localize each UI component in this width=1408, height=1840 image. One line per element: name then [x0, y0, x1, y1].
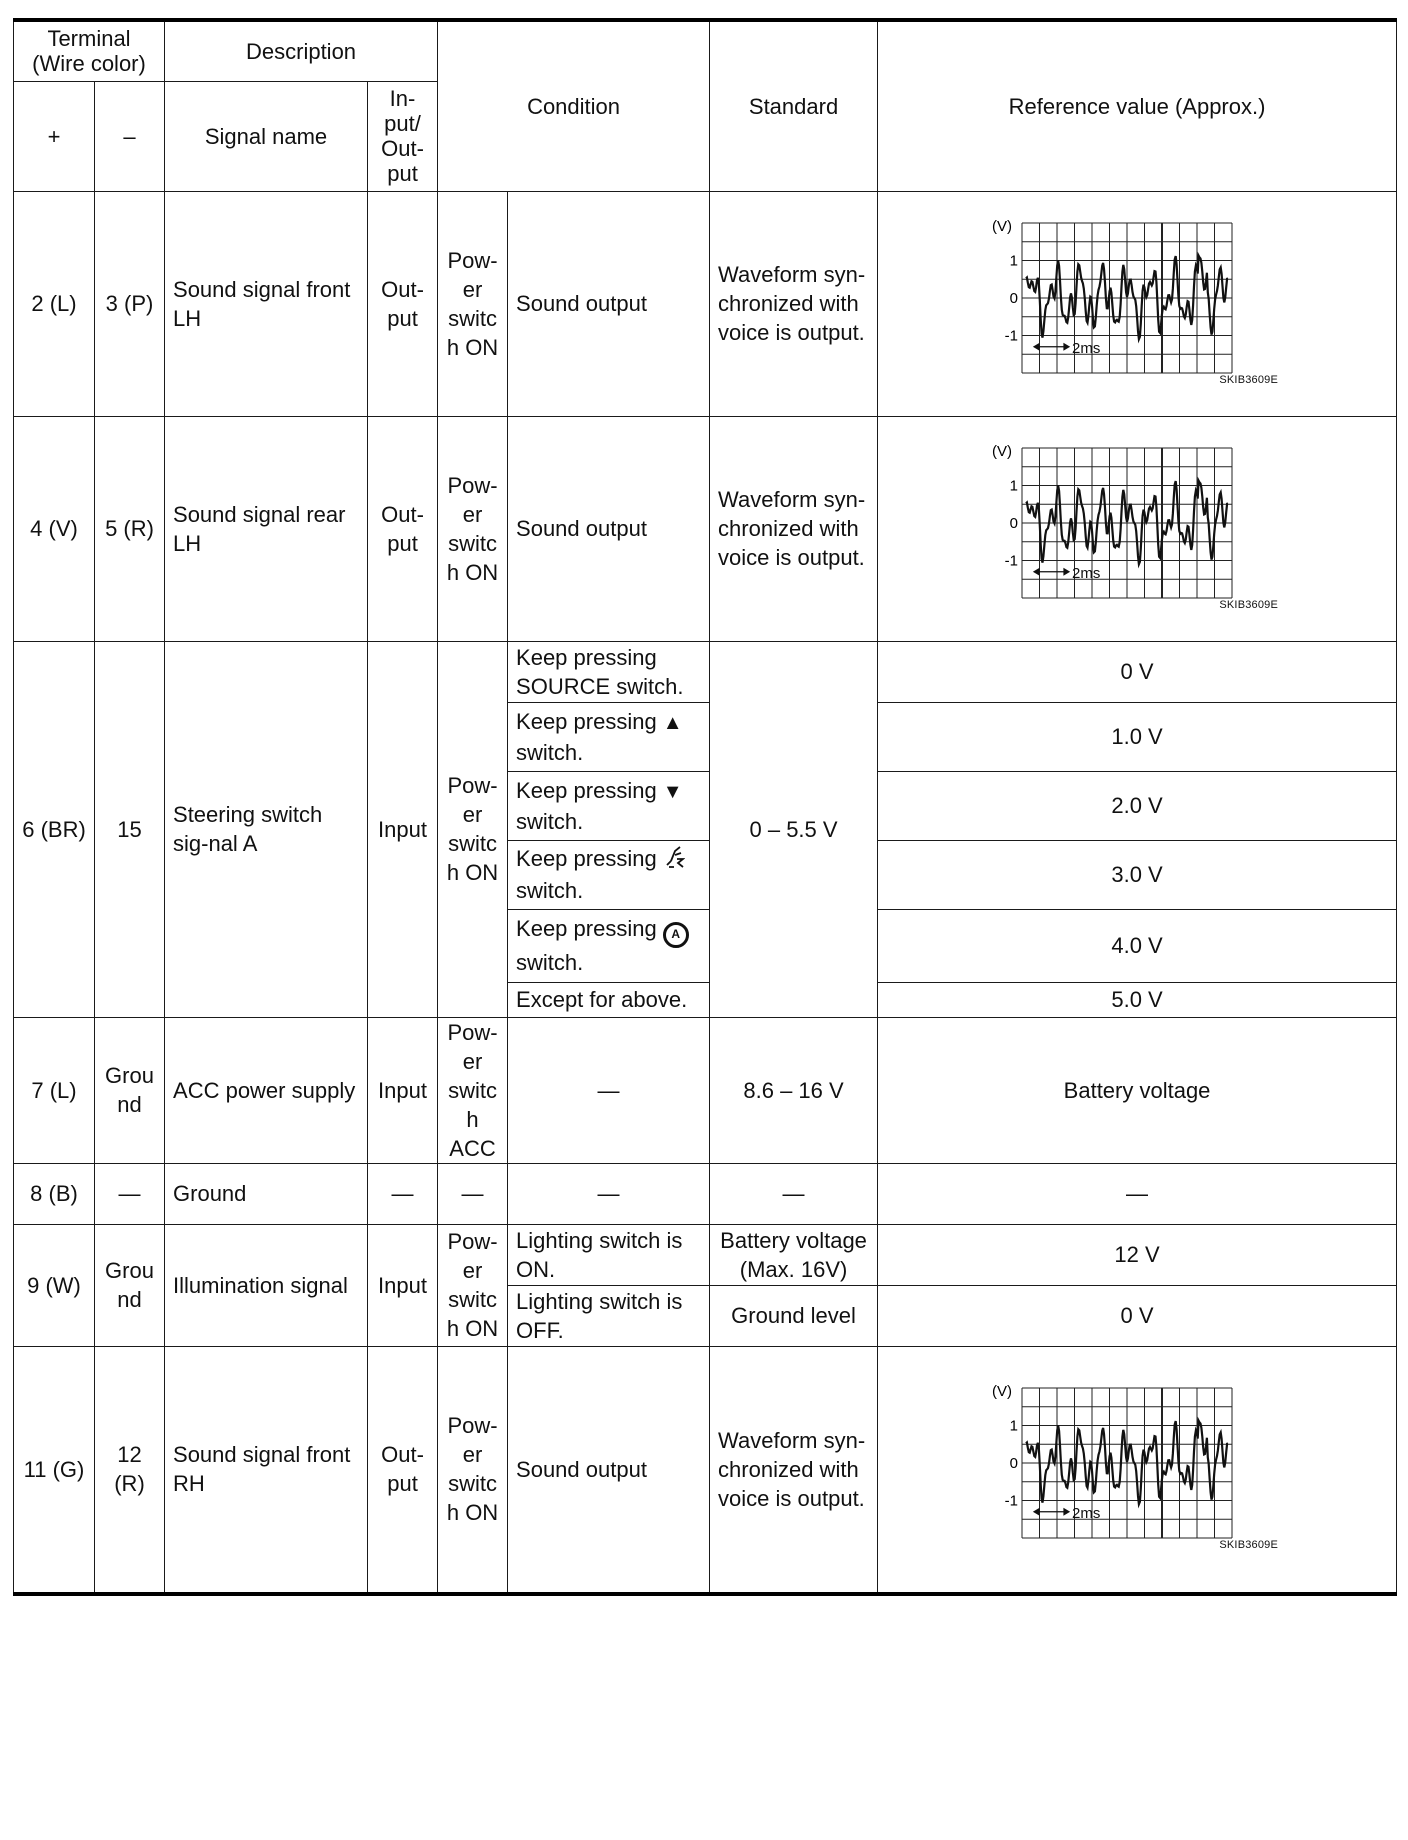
- condition: Lighting switch is ON.: [508, 1224, 710, 1285]
- signal-name: Ground: [165, 1163, 368, 1224]
- terminal-minus: 3 (P): [95, 191, 165, 416]
- condition-header: Condition: [438, 20, 710, 191]
- terminal-table: [13, 18, 1397, 1596]
- table-row: [14, 416, 1397, 641]
- condition: [508, 840, 710, 909]
- waveform-unit-label: (V): [992, 442, 1013, 460]
- table-row: [14, 1017, 1397, 1163]
- power-condition: —: [438, 1163, 508, 1224]
- power-condition: Pow-er switc h ON: [438, 416, 508, 641]
- table-row: [14, 1163, 1397, 1224]
- signal-name: ACC power supply: [165, 1017, 368, 1163]
- condition: —: [508, 1163, 710, 1224]
- reference-value: 3.0 V: [878, 840, 1397, 909]
- standard: —: [710, 1163, 878, 1224]
- time-scale-label: 2ms: [1072, 1505, 1101, 1522]
- condition-text: Keep pressing: [516, 708, 657, 734]
- reference-header: Reference value (Approx.): [878, 20, 1397, 191]
- time-span-arrow: [1034, 568, 1069, 574]
- triangle-up-icon: ▲: [662, 711, 683, 734]
- figure-code: SKIB3609E: [1219, 1539, 1279, 1552]
- waveform-tick-label: -1: [1004, 1492, 1019, 1510]
- signal-name: Sound signal front LH: [165, 191, 368, 416]
- time-span-arrow: [1034, 343, 1069, 349]
- standard: 0 – 5.5 V: [710, 641, 878, 1017]
- power-condition: Pow-er switc h ACC: [438, 1017, 508, 1163]
- condition-text: Keep pressing: [516, 846, 657, 871]
- condition: Keep pressing SOURCE switch.: [508, 641, 710, 702]
- figure-code: SKIB3609E: [1219, 373, 1279, 386]
- standard: 8.6 – 16 V: [710, 1017, 878, 1163]
- description-header: Description: [165, 20, 438, 81]
- condition-text: Keep pressing: [516, 777, 657, 803]
- terminal-minus: Grou nd: [95, 1224, 165, 1346]
- reference-waveform: [878, 1346, 1397, 1594]
- power-condition: Pow-er switc h ON: [438, 1346, 508, 1594]
- io-type: Input: [368, 1224, 438, 1346]
- reference-value: 0 V: [878, 1285, 1397, 1346]
- condition-text: switch.: [516, 808, 584, 834]
- terminal-minus: Grou nd: [95, 1017, 165, 1163]
- condition-text: switch.: [516, 739, 584, 765]
- standard: Battery voltage (Max. 16V): [710, 1224, 878, 1285]
- reference-value: 0 V: [878, 641, 1397, 702]
- condition: [508, 909, 710, 982]
- header-row-1: [14, 20, 1397, 81]
- condition-text: switch.: [516, 878, 584, 903]
- reference-waveform: [878, 416, 1397, 641]
- terminal-minus: —: [95, 1163, 165, 1224]
- signal-name: Sound signal rear LH: [165, 416, 368, 641]
- figure-code: SKIB3609E: [1219, 598, 1279, 611]
- condition: Except for above.: [508, 982, 710, 1017]
- time-scale-label: 2ms: [1072, 339, 1101, 357]
- standard-header: Standard: [710, 20, 878, 191]
- power-condition: Pow-er switc h ON: [438, 1224, 508, 1346]
- condition-text: Keep pressing: [516, 916, 657, 941]
- terminal-minus: 5 (R): [95, 416, 165, 641]
- standard: Waveform syn-chronized with voice is output.: [710, 1346, 878, 1594]
- io-type: Out-put: [368, 416, 438, 641]
- power-condition: Pow-er switc h ON: [438, 191, 508, 416]
- reference-value: 1.0 V: [878, 702, 1397, 771]
- condition: [508, 771, 710, 840]
- condition: Sound output: [508, 191, 710, 416]
- reference-value: 5.0 V: [878, 982, 1397, 1017]
- power-condition: Pow-er switc h ON: [438, 641, 508, 1017]
- waveform-tick-label: -1: [1004, 552, 1019, 569]
- terminal-minus: 15: [95, 641, 165, 1017]
- terminal-plus: 4 (V): [14, 416, 95, 641]
- signal-name: Illumination signal: [165, 1224, 368, 1346]
- signal-name: Sound signal front RH: [165, 1346, 368, 1594]
- waveform-tick-label: -1: [1004, 327, 1019, 344]
- reference-value: 4.0 V: [878, 909, 1397, 982]
- terminal-minus: 12 (R): [95, 1346, 165, 1594]
- reference-waveform: [878, 191, 1397, 416]
- condition: Sound output: [508, 1346, 710, 1594]
- minus-header: –: [95, 81, 165, 191]
- standard: Waveform syn-chronized with voice is output.: [710, 191, 878, 416]
- waveform-tick-label: 0: [1009, 514, 1019, 532]
- io-type: Input: [368, 1017, 438, 1163]
- table-row: [14, 1224, 1397, 1285]
- circle-a-icon: A: [663, 922, 689, 948]
- time-span-arrow: [1034, 1509, 1069, 1515]
- voice-talk-icon: [663, 845, 685, 876]
- waveform-tick-label: 1: [1009, 1417, 1019, 1435]
- waveform-tick-label: 1: [1009, 477, 1019, 494]
- standard: Waveform syn-chronized with voice is output.: [710, 416, 878, 641]
- waveform-figure: [992, 1380, 1282, 1558]
- terminal-plus: 2 (L): [14, 191, 95, 416]
- reference-value: 2.0 V: [878, 771, 1397, 840]
- io-header: In-put/ Out-put: [368, 81, 438, 191]
- waveform-unit-label: (V): [992, 1383, 1013, 1401]
- io-type: —: [368, 1163, 438, 1224]
- waveform-figure: [992, 215, 1282, 393]
- reference-value: 12 V: [878, 1224, 1397, 1285]
- terminal-header: Terminal (Wire color): [14, 20, 165, 81]
- waveform-figure: [992, 440, 1282, 618]
- terminal-plus: 7 (L): [14, 1017, 95, 1163]
- io-type: Out-put: [368, 191, 438, 416]
- condition: Lighting switch is OFF.: [508, 1285, 710, 1346]
- table-row: [14, 1346, 1397, 1594]
- table-row: [14, 641, 1397, 702]
- triangle-down-icon: ▼: [662, 780, 683, 803]
- condition: —: [508, 1017, 710, 1163]
- waveform-tick-label: 1: [1009, 252, 1019, 269]
- io-type: Out-put: [368, 1346, 438, 1594]
- condition: [508, 702, 710, 771]
- waveform-unit-label: (V): [992, 217, 1013, 235]
- terminal-plus: 9 (W): [14, 1224, 95, 1346]
- waveform-tick-label: 0: [1009, 1455, 1019, 1473]
- condition-text: switch.: [516, 950, 584, 975]
- waveform-tick-label: 0: [1009, 289, 1019, 307]
- table-row: [14, 191, 1397, 416]
- time-scale-label: 2ms: [1072, 564, 1101, 582]
- terminal-plus: 11 (G): [14, 1346, 95, 1594]
- io-type: Input: [368, 641, 438, 1017]
- terminal-plus: 8 (B): [14, 1163, 95, 1224]
- reference-value: —: [878, 1163, 1397, 1224]
- plus-header: +: [14, 81, 95, 191]
- signal-name-header: Signal name: [165, 81, 368, 191]
- condition: Sound output: [508, 416, 710, 641]
- terminal-plus: 6 (BR): [14, 641, 95, 1017]
- reference-value: Battery voltage: [878, 1017, 1397, 1163]
- terminal-spec-sheet: [13, 18, 1396, 1596]
- standard: Ground level: [710, 1285, 878, 1346]
- signal-name: Steering switch sig-nal A: [165, 641, 368, 1017]
